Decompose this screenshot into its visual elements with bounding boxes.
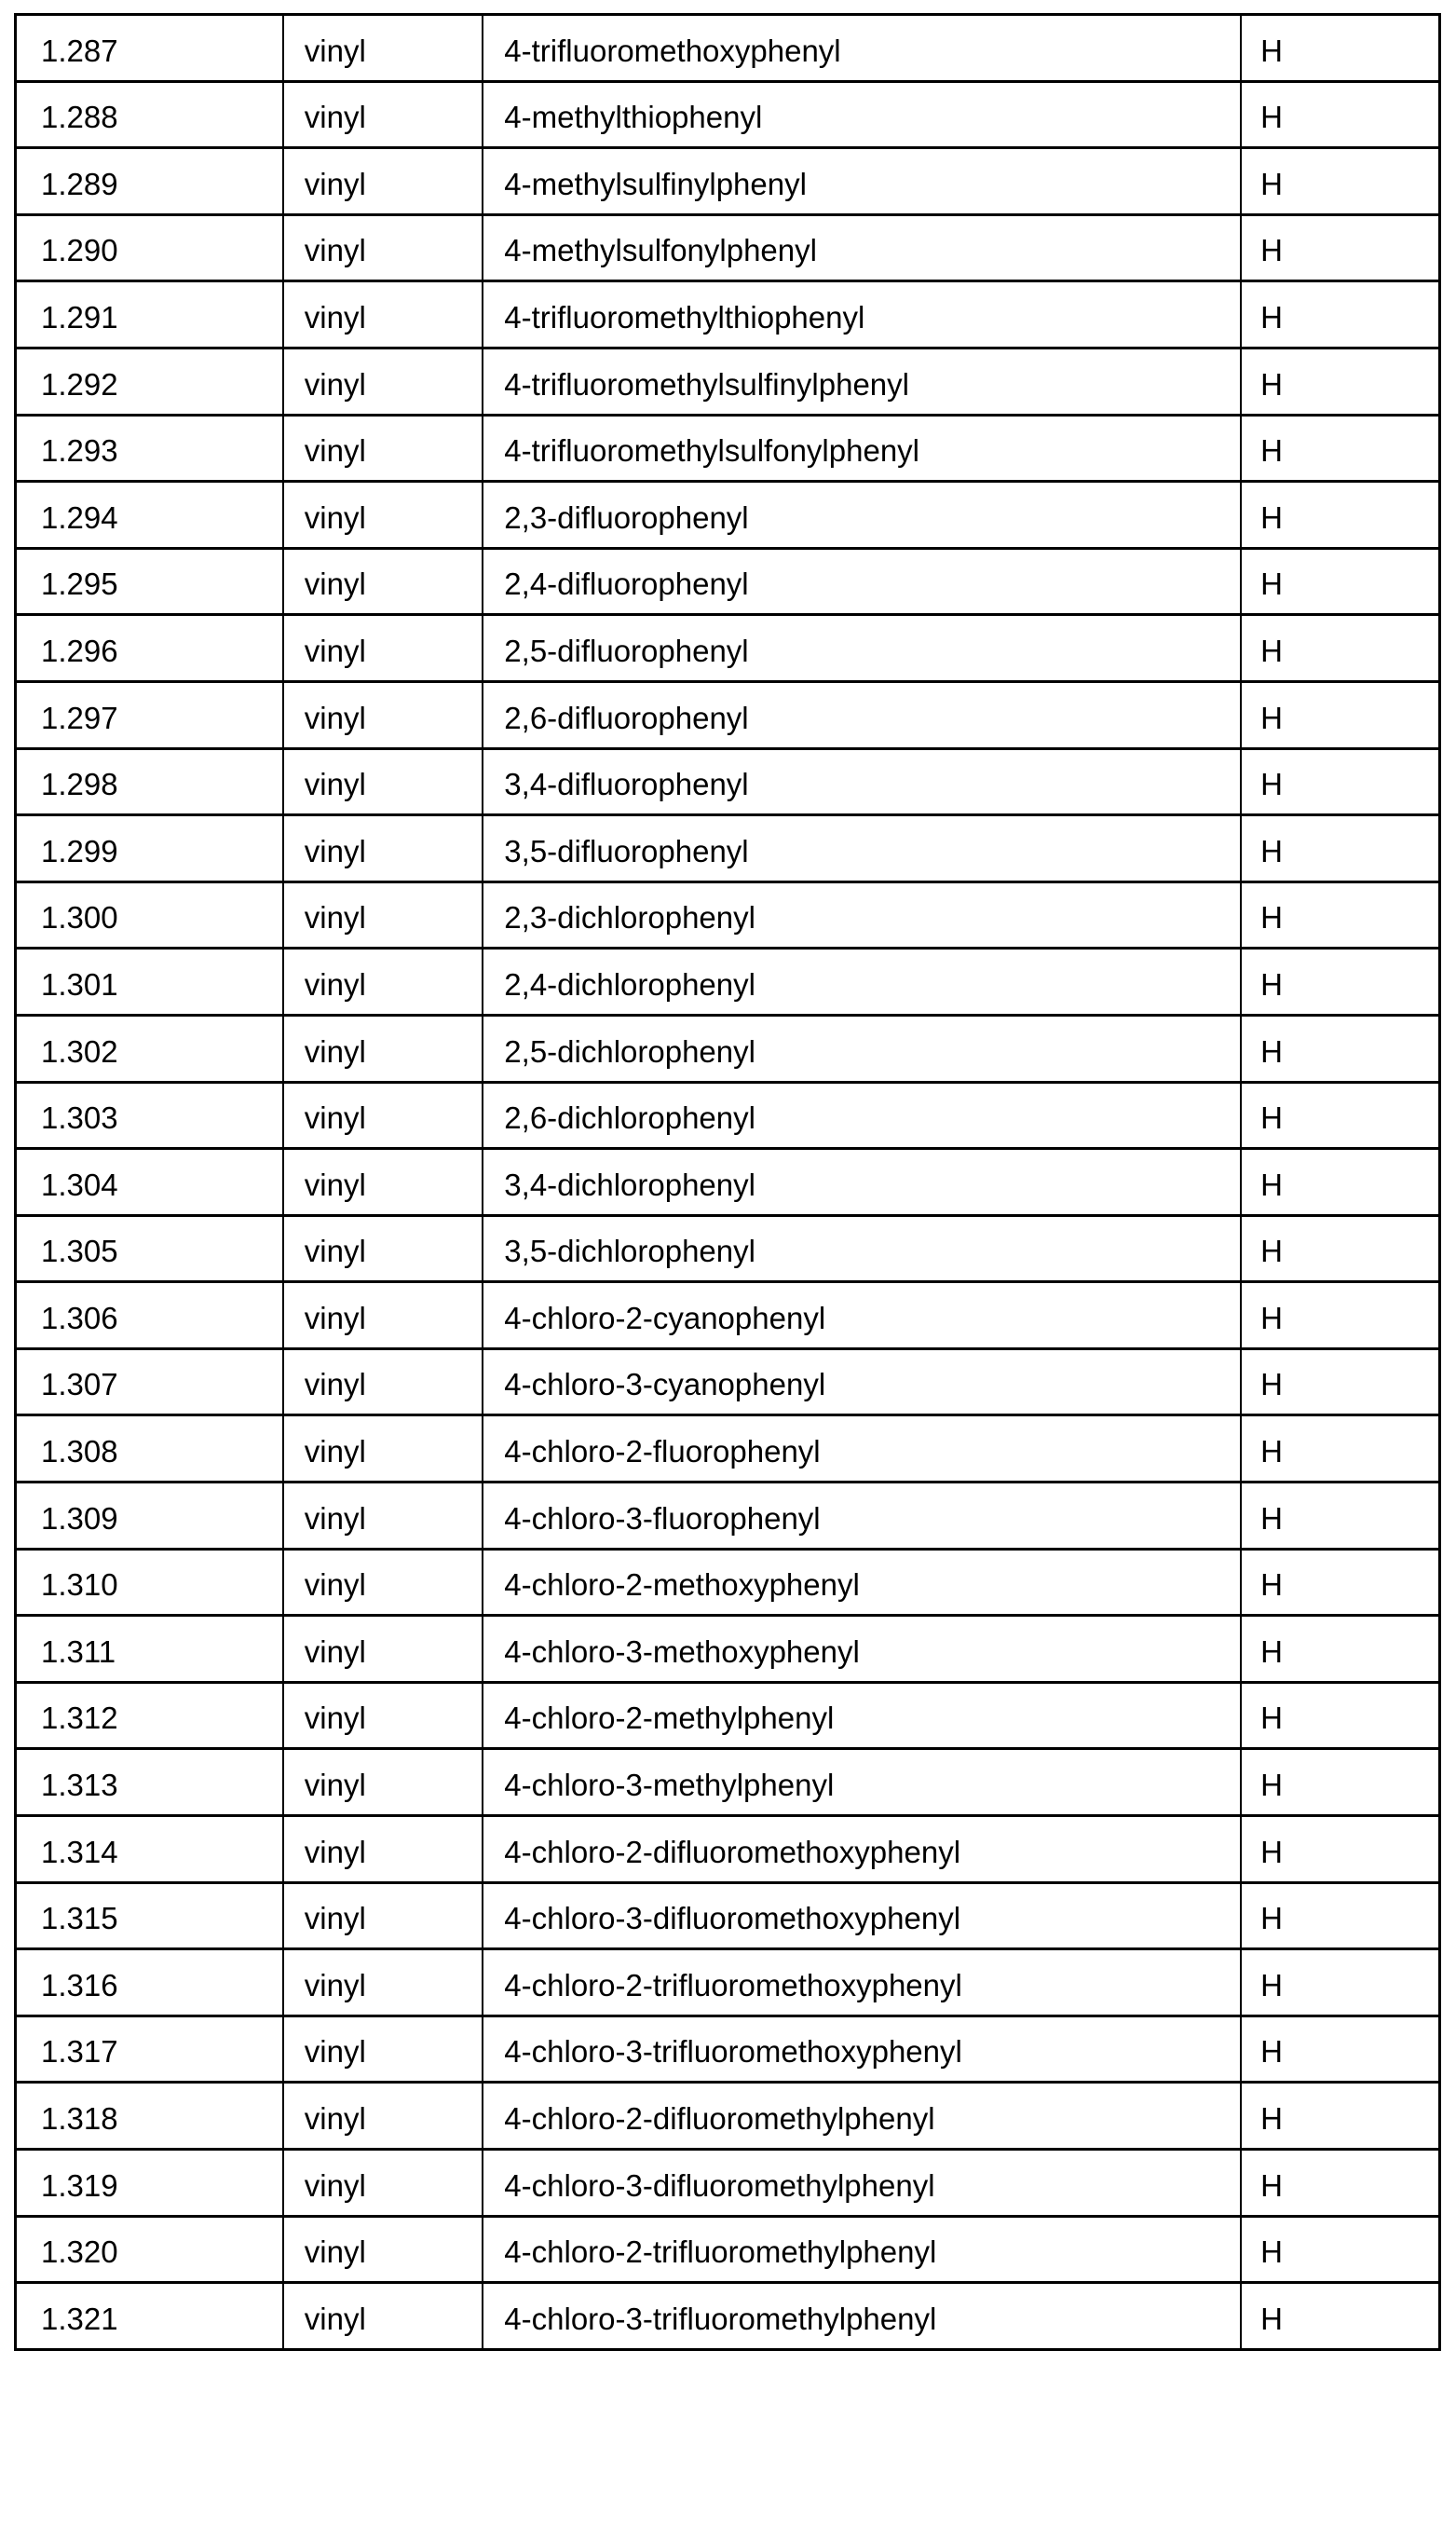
substituent-2-cell: 4-chloro-2-methoxyphenyl [483,1549,1241,1616]
substituent-1-cell: vinyl [283,1882,483,1949]
table-row [16,681,1440,748]
table-row [16,615,1440,682]
substituent-3-cell: H [1241,681,1439,748]
substituent-2-cell: 4-chloro-3-fluorophenyl [483,1483,1241,1550]
substituent-1-cell: vinyl [283,1816,483,1883]
compound-number-cell: 1.309 [16,1483,283,1550]
table-row [16,815,1440,882]
table-row [16,1682,1440,1749]
substituent-3-cell: H [1241,1082,1439,1149]
substituent-1-cell: vinyl [283,949,483,1016]
substituent-3-cell: H [1241,1415,1439,1483]
substituent-2-cell: 4-chloro-2-trifluoromethoxyphenyl [483,1949,1241,2016]
substituent-1-cell: vinyl [283,15,483,82]
compound-number-cell: 1.310 [16,1549,283,1616]
compound-number-cell: 1.319 [16,2150,283,2217]
substituent-1-cell: vinyl [283,2216,483,2283]
table-row [16,281,1440,348]
compound-number-cell: 1.298 [16,748,283,815]
substituent-2-cell: 2,4-difluorophenyl [483,548,1241,615]
compound-number-cell: 1.297 [16,681,283,748]
substituent-2-cell: 4-chloro-3-methoxyphenyl [483,1616,1241,1683]
substituent-1-cell: vinyl [283,681,483,748]
table-row [16,1149,1440,1216]
compound-table-body [16,15,1440,2350]
substituent-1-cell: vinyl [283,1282,483,1349]
compound-number-cell: 1.313 [16,1749,283,1816]
substituent-3-cell: H [1241,2016,1439,2083]
substituent-1-cell: vinyl [283,815,483,882]
substituent-1-cell: vinyl [283,1949,483,2016]
substituent-3-cell: H [1241,281,1439,348]
substituent-3-cell: H [1241,1749,1439,1816]
substituent-1-cell: vinyl [283,1682,483,1749]
substituent-2-cell: 4-chloro-2-cyanophenyl [483,1282,1241,1349]
substituent-2-cell: 4-trifluoromethylsulfonylphenyl [483,415,1241,482]
substituent-1-cell: vinyl [283,1149,483,1216]
substituent-3-cell: H [1241,415,1439,482]
compound-number-cell: 1.291 [16,281,283,348]
table-row [16,2083,1440,2150]
compound-number-cell: 1.314 [16,1816,283,1883]
substituent-3-cell: H [1241,881,1439,949]
table-row [16,415,1440,482]
substituent-1-cell: vinyl [283,2283,483,2350]
table-row [16,748,1440,815]
substituent-3-cell: H [1241,1549,1439,1616]
table-row [16,1616,1440,1683]
substituent-2-cell: 4-chloro-2-difluoromethylphenyl [483,2083,1241,2150]
compound-number-cell: 1.308 [16,1415,283,1483]
substituent-1-cell: vinyl [283,2083,483,2150]
compound-number-cell: 1.303 [16,1082,283,1149]
substituent-2-cell: 4-methylthiophenyl [483,81,1241,148]
substituent-3-cell: H [1241,815,1439,882]
table-row [16,2150,1440,2217]
table-row [16,949,1440,1016]
substituent-2-cell: 2,6-dichlorophenyl [483,1082,1241,1149]
substituent-2-cell: 4-trifluoromethylsulfinylphenyl [483,348,1241,415]
substituent-2-cell: 4-chloro-3-trifluoromethoxyphenyl [483,2016,1241,2083]
compound-number-cell: 1.311 [16,1616,283,1683]
substituent-3-cell: H [1241,1882,1439,1949]
substituent-1-cell: vinyl [283,214,483,281]
substituent-1-cell: vinyl [283,548,483,615]
substituent-2-cell: 4-chloro-3-difluoromethylphenyl [483,2150,1241,2217]
substituent-3-cell: H [1241,1616,1439,1683]
substituent-3-cell: H [1241,15,1439,82]
compound-number-cell: 1.296 [16,615,283,682]
substituent-3-cell: H [1241,748,1439,815]
substituent-1-cell: vinyl [283,2150,483,2217]
substituent-2-cell: 4-trifluoromethoxyphenyl [483,15,1241,82]
substituent-1-cell: vinyl [283,1616,483,1683]
table-row [16,1882,1440,1949]
substituent-1-cell: vinyl [283,1483,483,1550]
substituent-3-cell: H [1241,482,1439,549]
substituent-1-cell: vinyl [283,415,483,482]
table-row [16,1348,1440,1415]
substituent-3-cell: H [1241,2150,1439,2217]
substituent-1-cell: vinyl [283,615,483,682]
substituent-3-cell: H [1241,81,1439,148]
compound-number-cell: 1.320 [16,2216,283,2283]
substituent-2-cell: 4-chloro-3-difluoromethoxyphenyl [483,1882,1241,1949]
substituent-3-cell: H [1241,548,1439,615]
table-row [16,2216,1440,2283]
substituent-1-cell: vinyl [283,1415,483,1483]
substituent-3-cell: H [1241,1483,1439,1550]
table-row [16,1215,1440,1282]
substituent-1-cell: vinyl [283,1015,483,1082]
substituent-1-cell: vinyl [283,482,483,549]
substituent-2-cell: 4-chloro-3-methylphenyl [483,1749,1241,1816]
substituent-2-cell: 2,5-dichlorophenyl [483,1015,1241,1082]
table-row [16,2016,1440,2083]
substituent-2-cell: 4-trifluoromethylthiophenyl [483,281,1241,348]
substituent-1-cell: vinyl [283,748,483,815]
table-row [16,1015,1440,1082]
substituent-3-cell: H [1241,2283,1439,2350]
table-row [16,1082,1440,1149]
table-row [16,1549,1440,1616]
table-row [16,548,1440,615]
table-row [16,1816,1440,1883]
table-row [16,1749,1440,1816]
substituent-1-cell: vinyl [283,1749,483,1816]
substituent-1-cell: vinyl [283,348,483,415]
substituent-3-cell: H [1241,1348,1439,1415]
substituent-2-cell: 4-chloro-3-cyanophenyl [483,1348,1241,1415]
substituent-2-cell: 3,4-dichlorophenyl [483,1149,1241,1216]
substituent-3-cell: H [1241,1816,1439,1883]
table-row [16,2283,1440,2350]
table-row [16,1483,1440,1550]
compound-number-cell: 1.315 [16,1882,283,1949]
substituent-1-cell: vinyl [283,1082,483,1149]
table-row [16,15,1440,82]
compound-number-cell: 1.288 [16,81,283,148]
substituent-2-cell: 4-chloro-2-difluoromethoxyphenyl [483,1816,1241,1883]
substituent-1-cell: vinyl [283,1348,483,1415]
substituent-3-cell: H [1241,348,1439,415]
substituent-2-cell: 2,6-difluorophenyl [483,681,1241,748]
compound-number-cell: 1.318 [16,2083,283,2150]
substituent-2-cell: 4-chloro-2-trifluoromethylphenyl [483,2216,1241,2283]
compound-number-cell: 1.292 [16,348,283,415]
substituent-2-cell: 4-methylsulfinylphenyl [483,148,1241,215]
compound-number-cell: 1.290 [16,214,283,281]
compound-number-cell: 1.300 [16,881,283,949]
substituent-1-cell: vinyl [283,1549,483,1616]
compound-number-cell: 1.306 [16,1282,283,1349]
compound-number-cell: 1.294 [16,482,283,549]
substituent-3-cell: H [1241,2083,1439,2150]
substituent-2-cell: 2,5-difluorophenyl [483,615,1241,682]
compound-number-cell: 1.289 [16,148,283,215]
table-row [16,348,1440,415]
compound-number-cell: 1.293 [16,415,283,482]
substituent-3-cell: H [1241,1149,1439,1216]
substituent-3-cell: H [1241,949,1439,1016]
compound-table [14,13,1441,2351]
compound-number-cell: 1.317 [16,2016,283,2083]
compound-number-cell: 1.312 [16,1682,283,1749]
substituent-1-cell: vinyl [283,148,483,215]
substituent-3-cell: H [1241,1282,1439,1349]
table-row [16,214,1440,281]
compound-number-cell: 1.302 [16,1015,283,1082]
substituent-3-cell: H [1241,1015,1439,1082]
substituent-2-cell: 3,4-difluorophenyl [483,748,1241,815]
compound-number-cell: 1.321 [16,2283,283,2350]
substituent-2-cell: 4-chloro-3-trifluoromethylphenyl [483,2283,1241,2350]
compound-number-cell: 1.301 [16,949,283,1016]
substituent-1-cell: vinyl [283,2016,483,2083]
substituent-2-cell: 4-chloro-2-fluorophenyl [483,1415,1241,1483]
substituent-2-cell: 2,3-difluorophenyl [483,482,1241,549]
substituent-2-cell: 4-methylsulfonylphenyl [483,214,1241,281]
table-row [16,881,1440,949]
compound-number-cell: 1.295 [16,548,283,615]
compound-number-cell: 1.299 [16,815,283,882]
table-row [16,482,1440,549]
table-row [16,1415,1440,1483]
substituent-2-cell: 4-chloro-2-methylphenyl [483,1682,1241,1749]
table-row [16,148,1440,215]
substituent-2-cell: 2,4-dichlorophenyl [483,949,1241,1016]
substituent-3-cell: H [1241,1949,1439,2016]
substituent-3-cell: H [1241,148,1439,215]
substituent-3-cell: H [1241,2216,1439,2283]
substituent-3-cell: H [1241,1682,1439,1749]
table-row [16,81,1440,148]
substituent-1-cell: vinyl [283,81,483,148]
compound-number-cell: 1.304 [16,1149,283,1216]
compound-number-cell: 1.316 [16,1949,283,2016]
compound-number-cell: 1.307 [16,1348,283,1415]
substituent-2-cell: 2,3-dichlorophenyl [483,881,1241,949]
substituent-1-cell: vinyl [283,1215,483,1282]
substituent-3-cell: H [1241,214,1439,281]
table-row [16,1282,1440,1349]
substituent-1-cell: vinyl [283,281,483,348]
compound-number-cell: 1.287 [16,15,283,82]
table-row [16,1949,1440,2016]
substituent-2-cell: 3,5-difluorophenyl [483,815,1241,882]
substituent-2-cell: 3,5-dichlorophenyl [483,1215,1241,1282]
substituent-1-cell: vinyl [283,881,483,949]
substituent-3-cell: H [1241,615,1439,682]
compound-number-cell: 1.305 [16,1215,283,1282]
substituent-3-cell: H [1241,1215,1439,1282]
